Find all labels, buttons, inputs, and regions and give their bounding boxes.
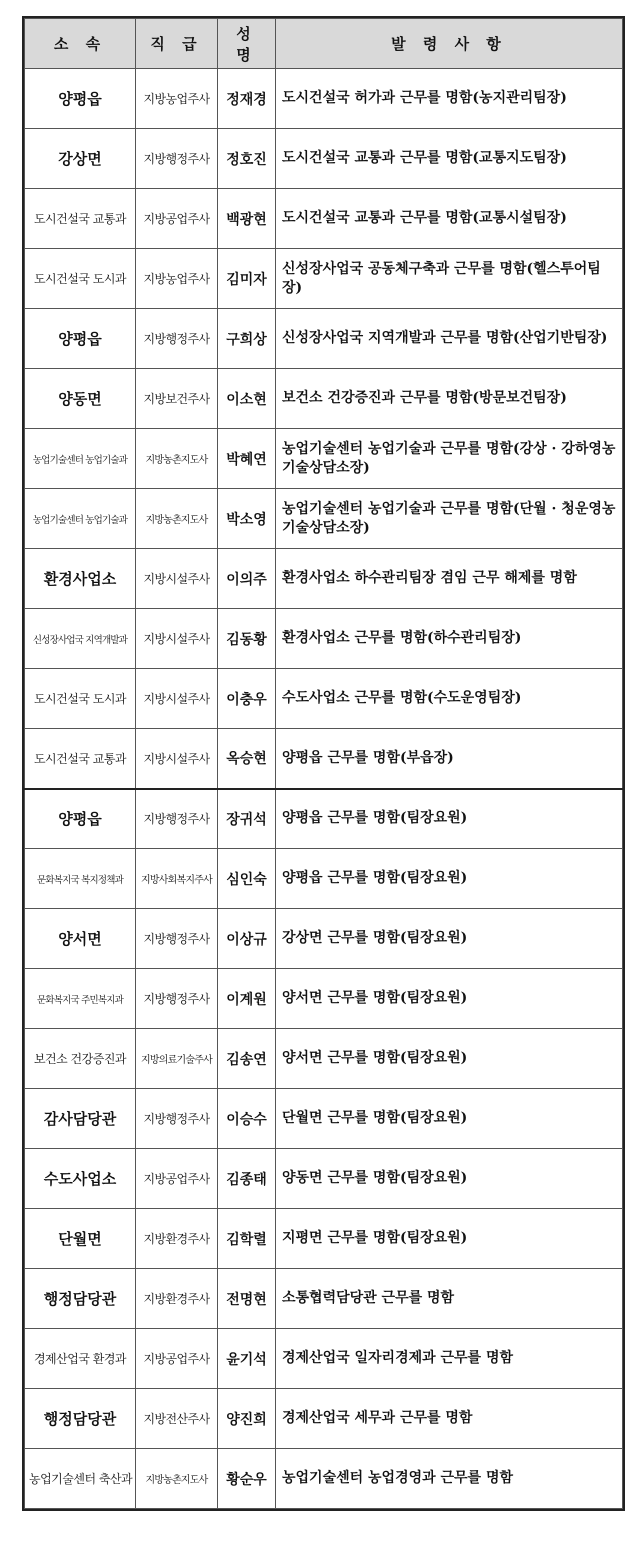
order-cell: 양평읍 근무를 명함(팀장요원) bbox=[276, 789, 623, 849]
table-row bbox=[25, 189, 623, 249]
affiliation-cell: 경제산업국 환경과 bbox=[25, 1329, 136, 1389]
table-row bbox=[25, 249, 623, 309]
grade-cell: 지방농업주사 bbox=[136, 249, 218, 309]
affiliation-cell: 문화복지국 복지정책과 bbox=[25, 849, 136, 909]
order-cell: 강상면 근무를 명함(팀장요원) bbox=[276, 909, 623, 969]
order-cell: 양서면 근무를 명함(팀장요원) bbox=[276, 969, 623, 1029]
grade-cell: 지방전산주사 bbox=[136, 1389, 218, 1449]
header-name: 성 명 bbox=[218, 19, 276, 69]
table-row bbox=[25, 1149, 623, 1209]
table-row bbox=[25, 129, 623, 189]
name-cell: 정호진 bbox=[218, 129, 276, 189]
grade-cell: 지방농촌지도사 bbox=[136, 429, 218, 489]
name-cell: 이승수 bbox=[218, 1089, 276, 1149]
table-row bbox=[25, 429, 623, 489]
affiliation-cell: 양평읍 bbox=[25, 789, 136, 849]
name-cell: 백광현 bbox=[218, 189, 276, 249]
grade-cell: 지방농촌지도사 bbox=[136, 1449, 218, 1509]
name-cell: 이계원 bbox=[218, 969, 276, 1029]
grade-cell: 지방보건주사 bbox=[136, 369, 218, 429]
affiliation-cell: 도시건설국 교통과 bbox=[25, 189, 136, 249]
name-cell: 옥승현 bbox=[218, 729, 276, 789]
table-header-row bbox=[25, 19, 623, 69]
name-cell: 김송연 bbox=[218, 1029, 276, 1089]
table-row bbox=[25, 549, 623, 609]
grade-cell: 지방행정주사 bbox=[136, 789, 218, 849]
order-cell: 경제산업국 세무과 근무를 명함 bbox=[276, 1389, 623, 1449]
name-cell: 김종태 bbox=[218, 1149, 276, 1209]
table-row bbox=[25, 849, 623, 909]
affiliation-cell: 농업기술센터 농업기술과 bbox=[25, 489, 136, 549]
affiliation-cell: 수도사업소 bbox=[25, 1149, 136, 1209]
order-cell: 소통협력담당관 근무를 명함 bbox=[276, 1269, 623, 1329]
affiliation-cell: 단월면 bbox=[25, 1209, 136, 1269]
table-row bbox=[25, 309, 623, 369]
name-cell: 황순우 bbox=[218, 1449, 276, 1509]
grade-cell: 지방농촌지도사 bbox=[136, 489, 218, 549]
order-cell: 농업기술센터 농업기술과 근무를 명함(단월 · 청운영농기술상담소장) bbox=[276, 489, 623, 549]
affiliation-cell: 문화복지국 주민복지과 bbox=[25, 969, 136, 1029]
grade-cell: 지방행정주사 bbox=[136, 909, 218, 969]
name-cell: 이충우 bbox=[218, 669, 276, 729]
order-cell: 환경사업소 근무를 명함(하수관리팀장) bbox=[276, 609, 623, 669]
grade-cell: 지방시설주사 bbox=[136, 609, 218, 669]
table-row bbox=[25, 729, 623, 789]
grade-cell: 지방의료기술주사 bbox=[136, 1029, 218, 1089]
order-cell: 신성장사업국 공동체구축과 근무를 명함(헬스투어팀장) bbox=[276, 249, 623, 309]
header-order: 발 령 사 항 bbox=[276, 19, 623, 69]
grade-cell: 지방농업주사 bbox=[136, 69, 218, 129]
table-row bbox=[25, 1209, 623, 1269]
name-cell: 윤기석 bbox=[218, 1329, 276, 1389]
table-row bbox=[25, 1269, 623, 1329]
name-cell: 전명현 bbox=[218, 1269, 276, 1329]
order-cell: 도시건설국 교통과 근무를 명함(교통시설팀장) bbox=[276, 189, 623, 249]
order-cell: 도시건설국 교통과 근무를 명함(교통지도팀장) bbox=[276, 129, 623, 189]
header-affiliation: 소 속 bbox=[25, 19, 136, 69]
grade-cell: 지방시설주사 bbox=[136, 549, 218, 609]
personnel-order-table bbox=[24, 18, 623, 1509]
order-cell: 신성장사업국 지역개발과 근무를 명함(산업기반팀장) bbox=[276, 309, 623, 369]
order-cell: 환경사업소 하수관리팀장 겸임 근무 해제를 명함 bbox=[276, 549, 623, 609]
personnel-order-table-frame bbox=[22, 16, 625, 1511]
grade-cell: 지방행정주사 bbox=[136, 969, 218, 1029]
grade-cell: 지방공업주사 bbox=[136, 189, 218, 249]
affiliation-cell: 감사담당관 bbox=[25, 1089, 136, 1149]
header-grade: 직 급 bbox=[136, 19, 218, 69]
name-cell: 심인숙 bbox=[218, 849, 276, 909]
affiliation-cell: 양동면 bbox=[25, 369, 136, 429]
affiliation-cell: 도시건설국 도시과 bbox=[25, 669, 136, 729]
order-cell: 수도사업소 근무를 명함(수도운영팀장) bbox=[276, 669, 623, 729]
grade-cell: 지방공업주사 bbox=[136, 1149, 218, 1209]
grade-cell: 지방환경주사 bbox=[136, 1209, 218, 1269]
table-row bbox=[25, 369, 623, 429]
table-row bbox=[25, 69, 623, 129]
affiliation-cell: 양평읍 bbox=[25, 309, 136, 369]
table-row bbox=[25, 1389, 623, 1449]
name-cell: 정재경 bbox=[218, 69, 276, 129]
affiliation-cell: 환경사업소 bbox=[25, 549, 136, 609]
order-cell: 경제산업국 일자리경제과 근무를 명함 bbox=[276, 1329, 623, 1389]
table-row bbox=[25, 1029, 623, 1089]
affiliation-cell: 양서면 bbox=[25, 909, 136, 969]
name-cell: 이의주 bbox=[218, 549, 276, 609]
grade-cell: 지방시설주사 bbox=[136, 669, 218, 729]
grade-cell: 지방시설주사 bbox=[136, 729, 218, 789]
name-cell: 김동황 bbox=[218, 609, 276, 669]
affiliation-cell: 신성장사업국 지역개발과 bbox=[25, 609, 136, 669]
table-row bbox=[25, 489, 623, 549]
name-cell: 양진희 bbox=[218, 1389, 276, 1449]
table-row bbox=[25, 909, 623, 969]
order-cell: 도시건설국 허가과 근무를 명함(농지관리팀장) bbox=[276, 69, 623, 129]
affiliation-cell: 농업기술센터 축산과 bbox=[25, 1449, 136, 1509]
grade-cell: 지방행정주사 bbox=[136, 1089, 218, 1149]
grade-cell: 지방행정주사 bbox=[136, 309, 218, 369]
name-cell: 김미자 bbox=[218, 249, 276, 309]
table-row bbox=[25, 1089, 623, 1149]
affiliation-cell: 보건소 건강증진과 bbox=[25, 1029, 136, 1089]
affiliation-cell: 행정담당관 bbox=[25, 1389, 136, 1449]
affiliation-cell: 양평읍 bbox=[25, 69, 136, 129]
name-cell: 장귀석 bbox=[218, 789, 276, 849]
name-cell: 박혜연 bbox=[218, 429, 276, 489]
affiliation-cell: 강상면 bbox=[25, 129, 136, 189]
table-row bbox=[25, 669, 623, 729]
order-cell: 보건소 건강증진과 근무를 명함(방문보건팀장) bbox=[276, 369, 623, 429]
affiliation-cell: 행정담당관 bbox=[25, 1269, 136, 1329]
name-cell: 김학렬 bbox=[218, 1209, 276, 1269]
order-cell: 지평면 근무를 명함(팀장요원) bbox=[276, 1209, 623, 1269]
order-cell: 양서면 근무를 명함(팀장요원) bbox=[276, 1029, 623, 1089]
order-cell: 농업기술센터 농업기술과 근무를 명함(강상 · 강하영농기술상담소장) bbox=[276, 429, 623, 489]
name-cell: 이소현 bbox=[218, 369, 276, 429]
name-cell: 이상규 bbox=[218, 909, 276, 969]
grade-cell: 지방사회복지주사 bbox=[136, 849, 218, 909]
table-row bbox=[25, 1329, 623, 1389]
order-cell: 양동면 근무를 명함(팀장요원) bbox=[276, 1149, 623, 1209]
grade-cell: 지방환경주사 bbox=[136, 1269, 218, 1329]
affiliation-cell: 도시건설국 교통과 bbox=[25, 729, 136, 789]
grade-cell: 지방공업주사 bbox=[136, 1329, 218, 1389]
table-row bbox=[25, 969, 623, 1029]
order-cell: 단월면 근무를 명함(팀장요원) bbox=[276, 1089, 623, 1149]
order-cell: 양평읍 근무를 명함(부읍장) bbox=[276, 729, 623, 789]
table-row bbox=[25, 789, 623, 849]
affiliation-cell: 농업기술센터 농업기술과 bbox=[25, 429, 136, 489]
order-cell: 농업기술센터 농업경영과 근무를 명함 bbox=[276, 1449, 623, 1509]
table-row bbox=[25, 609, 623, 669]
affiliation-cell: 도시건설국 도시과 bbox=[25, 249, 136, 309]
name-cell: 구희상 bbox=[218, 309, 276, 369]
grade-cell: 지방행정주사 bbox=[136, 129, 218, 189]
table-row bbox=[25, 1449, 623, 1509]
order-cell: 양평읍 근무를 명함(팀장요원) bbox=[276, 849, 623, 909]
name-cell: 박소영 bbox=[218, 489, 276, 549]
